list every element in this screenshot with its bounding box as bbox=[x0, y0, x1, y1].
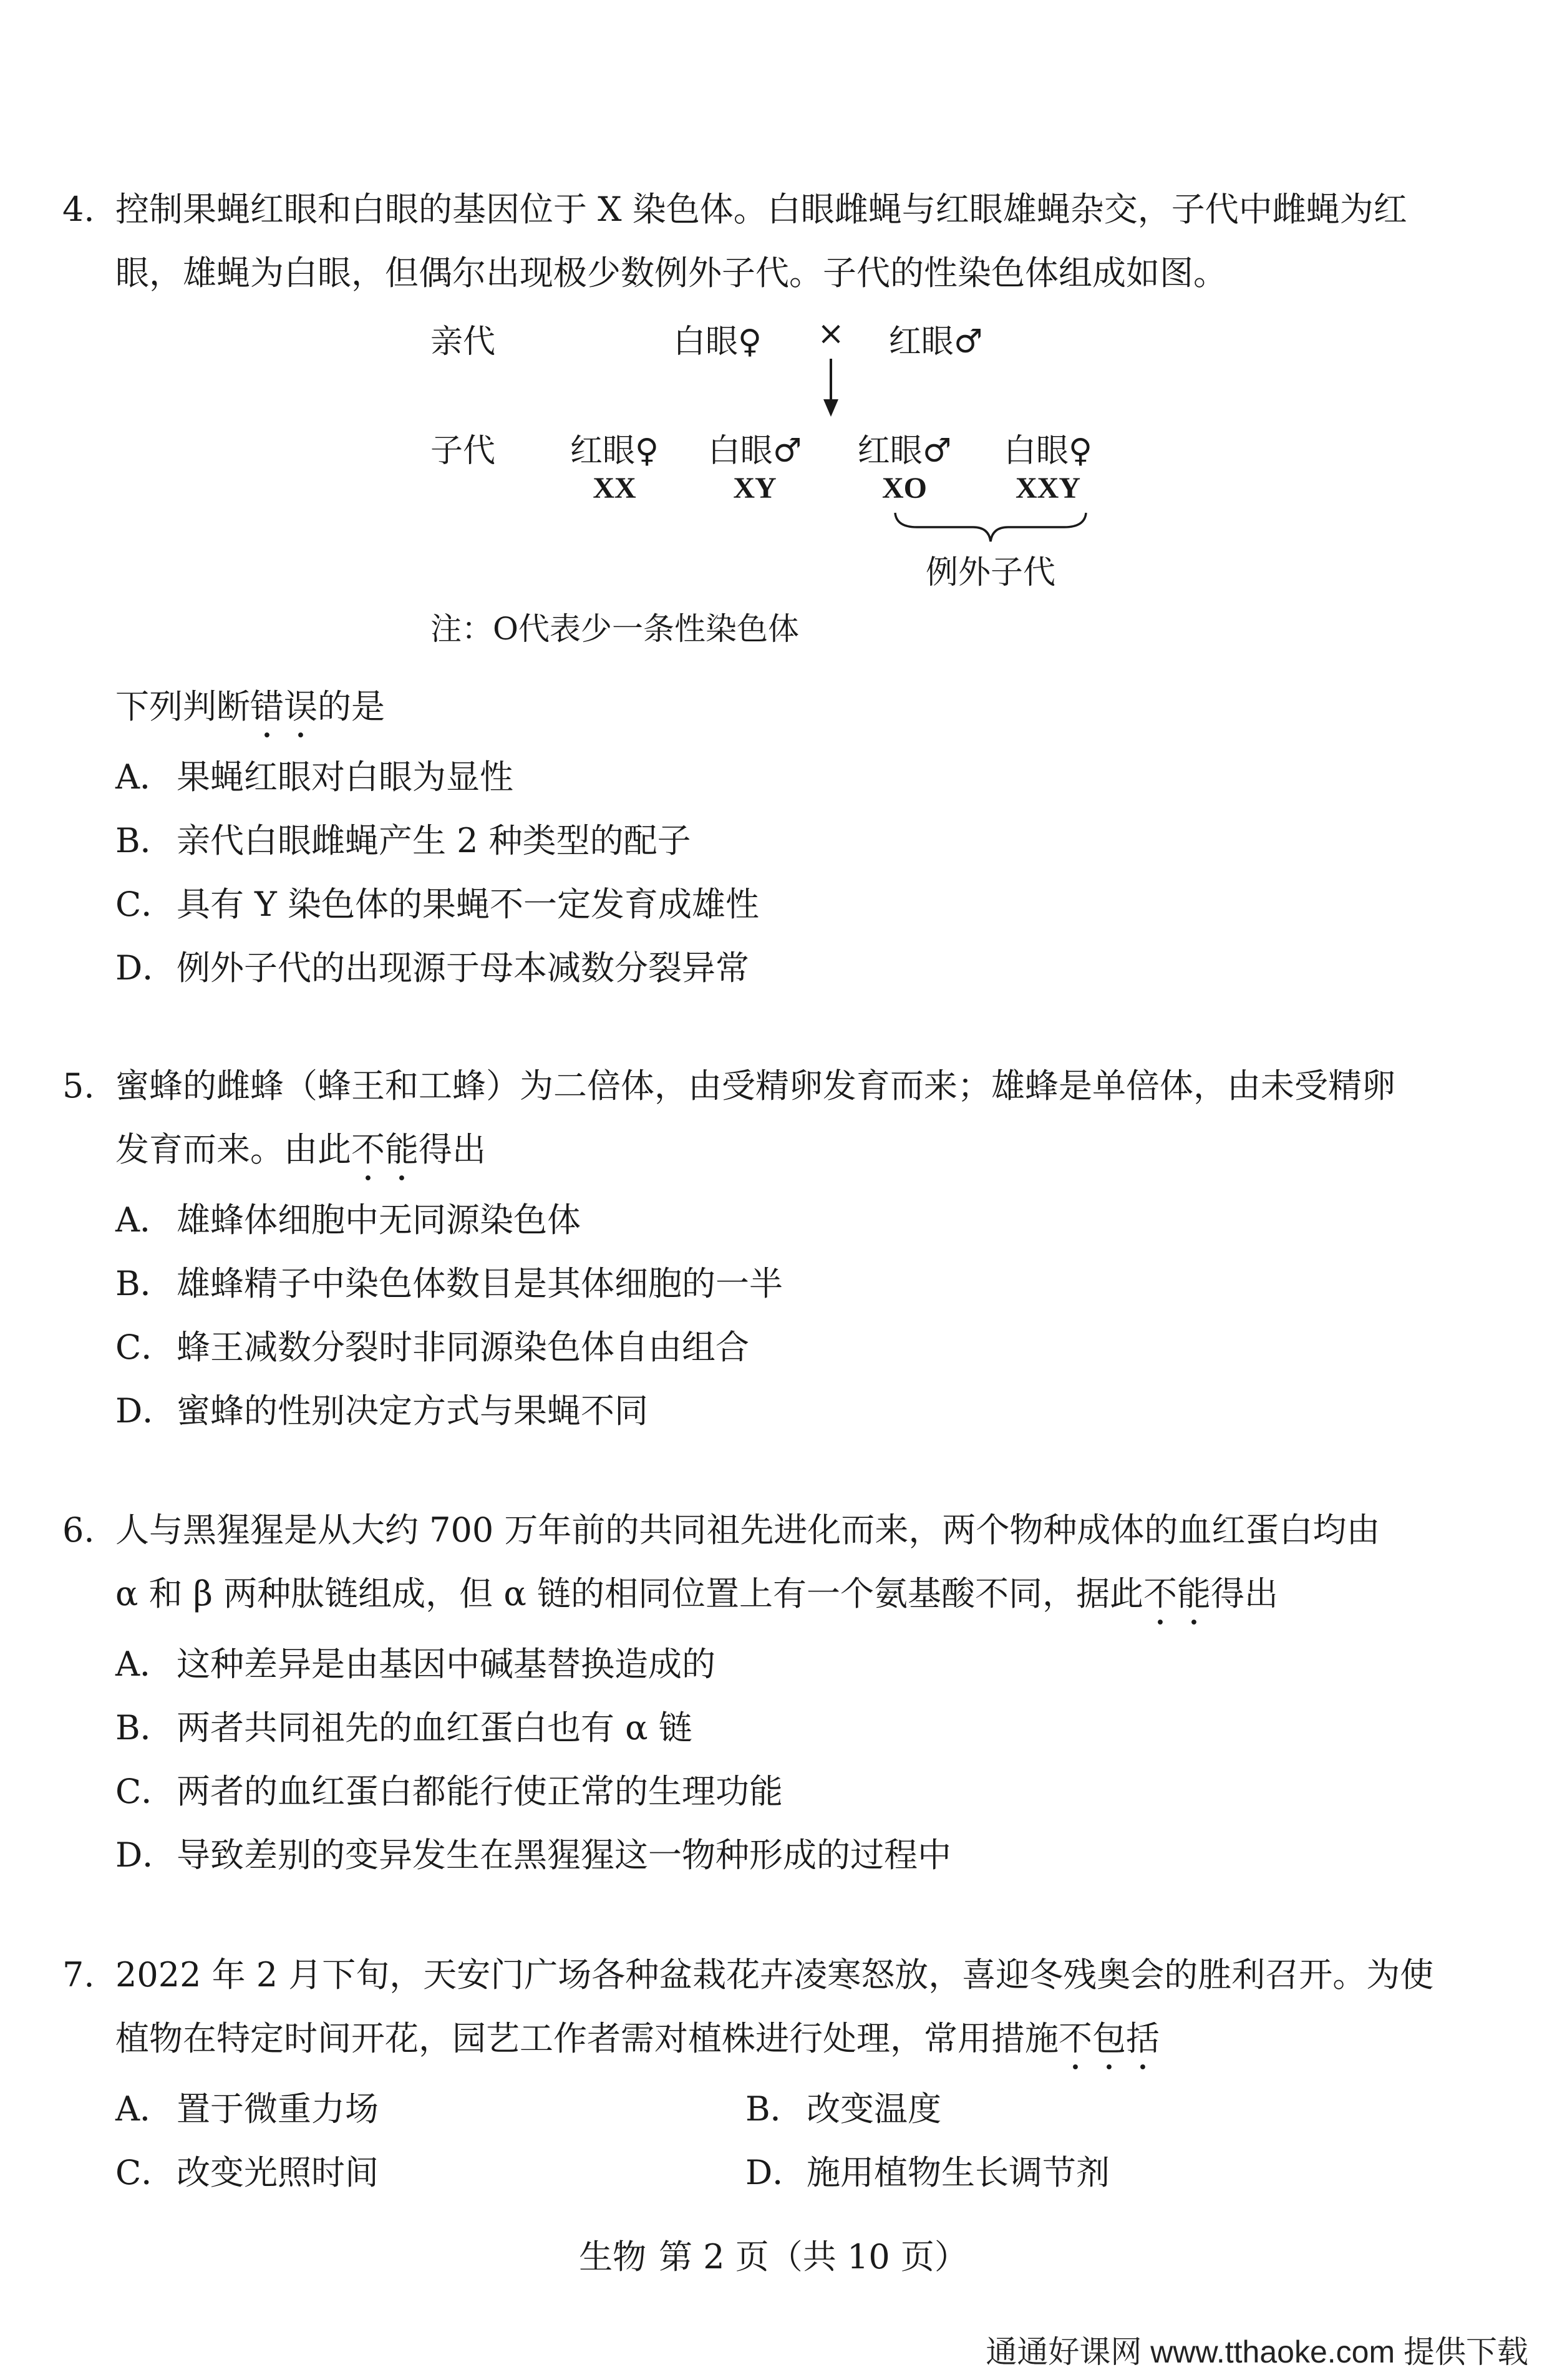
option-a: A．置于微重力场 bbox=[115, 2089, 379, 2129]
offspring-genotype: XXY bbox=[1016, 472, 1080, 505]
option-b: B．雄蜂精子中染色体数目是其体细胞的一半 bbox=[115, 1264, 783, 1303]
option-c: C．改变光照时间 bbox=[115, 2153, 379, 2192]
option-a: A．雄蜂体细胞中无同源染色体 bbox=[115, 1200, 581, 1240]
offspring-genotype: XO bbox=[882, 472, 927, 505]
question-text: 2022 年 2 月下旬，天安门广场各种盆栽花卉凌寒怒放，喜迎冬残奥会的胜利召开。为使 bbox=[115, 1955, 1434, 1994]
option-b: B．改变温度 bbox=[745, 2089, 941, 2129]
offspring-phenotype: 白眼♂ bbox=[707, 432, 802, 470]
option-a: A．果蝇红眼对白眼为显性 bbox=[115, 757, 513, 797]
option-row bbox=[62, 2077, 1472, 2141]
question-text: 植物在特定时间开花，园艺工作者需对植株进行处理，常用措施不包括 bbox=[115, 2019, 1160, 2058]
question-text: α 和 β 两种肽链组成，但 α 链的相同位置上有一个氨基酸不同，据此不能得出 bbox=[115, 1574, 1278, 1613]
option-row bbox=[62, 2141, 1472, 2205]
question-text: 人与黑猩猩是从大约 700 万年前的共同祖先进化而来，两个物种成体的血红蛋白均由 bbox=[115, 1510, 1380, 1550]
option-d: D．导致差别的变异发生在黑猩猩这一物种形成的过程中 bbox=[115, 1835, 951, 1875]
question-stem: 下列判断错误的是 bbox=[115, 687, 385, 726]
offspring-genotype: XY bbox=[733, 472, 777, 505]
watermark: 通通好课网 www.tthaoke.com 提供下载 bbox=[986, 2334, 1528, 2369]
emphasis-text: 不能 bbox=[351, 1130, 419, 1169]
footer-page-number: 第 2 页（共 10 页） bbox=[659, 2237, 968, 2276]
question-text: 蜜蜂的雌蜂（蜂王和工蜂）为二倍体，由受精卵发育而来；雄蜂是单倍体，由未受精卵 bbox=[115, 1066, 1395, 1105]
diagram-lines bbox=[0, 0, 1547, 661]
parent-label: 亲代 bbox=[430, 323, 496, 361]
offspring-label: 子代 bbox=[430, 432, 496, 470]
question-6 bbox=[62, 1498, 1472, 1887]
parent-male: 红眼♂ bbox=[888, 323, 983, 361]
emphasis-text: 错误 bbox=[250, 687, 318, 726]
question-text: 发育而来。由此不能得出 bbox=[115, 1130, 486, 1169]
option-d: D．蜜蜂的性别决定方式与果蝇不同 bbox=[115, 1391, 648, 1430]
question-text: 控制果蝇红眼和白眼的基因位于 X 染色体。白眼雌蝇与红眼雄蝇杂交，子代中雌蝇为红 bbox=[115, 190, 1407, 229]
question-5 bbox=[62, 1054, 1472, 1443]
question-4 bbox=[62, 178, 1472, 305]
option-b: B．两者共同祖先的血红蛋白也有 α 链 bbox=[115, 1708, 692, 1747]
question-number: 5. bbox=[62, 1066, 95, 1105]
offspring-phenotype: 红眼♀ bbox=[570, 432, 659, 470]
page-footer bbox=[0, 2230, 1547, 2278]
question-4-options bbox=[62, 675, 1472, 1000]
option-d: D．例外子代的出现源于母本减数分裂异常 bbox=[115, 948, 749, 988]
option-b: B．亲代白眼雌蝇产生 2 种类型的配子 bbox=[115, 821, 691, 860]
option-c: C．蜂王减数分裂时非同源染色体自由组合 bbox=[115, 1328, 749, 1367]
question-7 bbox=[62, 1943, 1472, 2205]
parent-female: 白眼♀ bbox=[672, 323, 762, 361]
diagram-note: 注：O代表少一条性染色体 bbox=[430, 611, 799, 647]
emphasis-text: 不包括 bbox=[1059, 2019, 1160, 2058]
exception-label: 例外子代 bbox=[925, 554, 1056, 591]
offspring-phenotype: 红眼♂ bbox=[857, 432, 952, 470]
emphasis-text: 不能 bbox=[1143, 1574, 1211, 1613]
offspring-genotype: XX bbox=[593, 472, 636, 505]
question-number: 7. bbox=[62, 1955, 95, 1994]
question-text: 眼，雄蝇为白眼，但偶尔出现极少数例外子代。子代的性染色体组成如图。 bbox=[115, 253, 1227, 293]
question-number: 4. bbox=[62, 190, 95, 229]
brace bbox=[895, 513, 1086, 542]
question-number: 6. bbox=[62, 1510, 95, 1550]
option-a: A．这种差异是由基因中碱基替换造成的 bbox=[115, 1644, 715, 1684]
cross-diagram bbox=[0, 0, 1547, 661]
option-c: C．具有 Y 染色体的果蝇不一定发育成雄性 bbox=[115, 885, 759, 924]
arrow-down-icon bbox=[823, 399, 838, 417]
cross-symbol: × bbox=[817, 315, 845, 352]
option-d: D．施用植物生长调节剂 bbox=[745, 2153, 1110, 2192]
footer-subject: 生物 bbox=[579, 2237, 647, 2276]
option-c: C．两者的血红蛋白都能行使正常的生理功能 bbox=[115, 1772, 783, 1811]
offspring-phenotype: 白眼♀ bbox=[1003, 432, 1093, 470]
